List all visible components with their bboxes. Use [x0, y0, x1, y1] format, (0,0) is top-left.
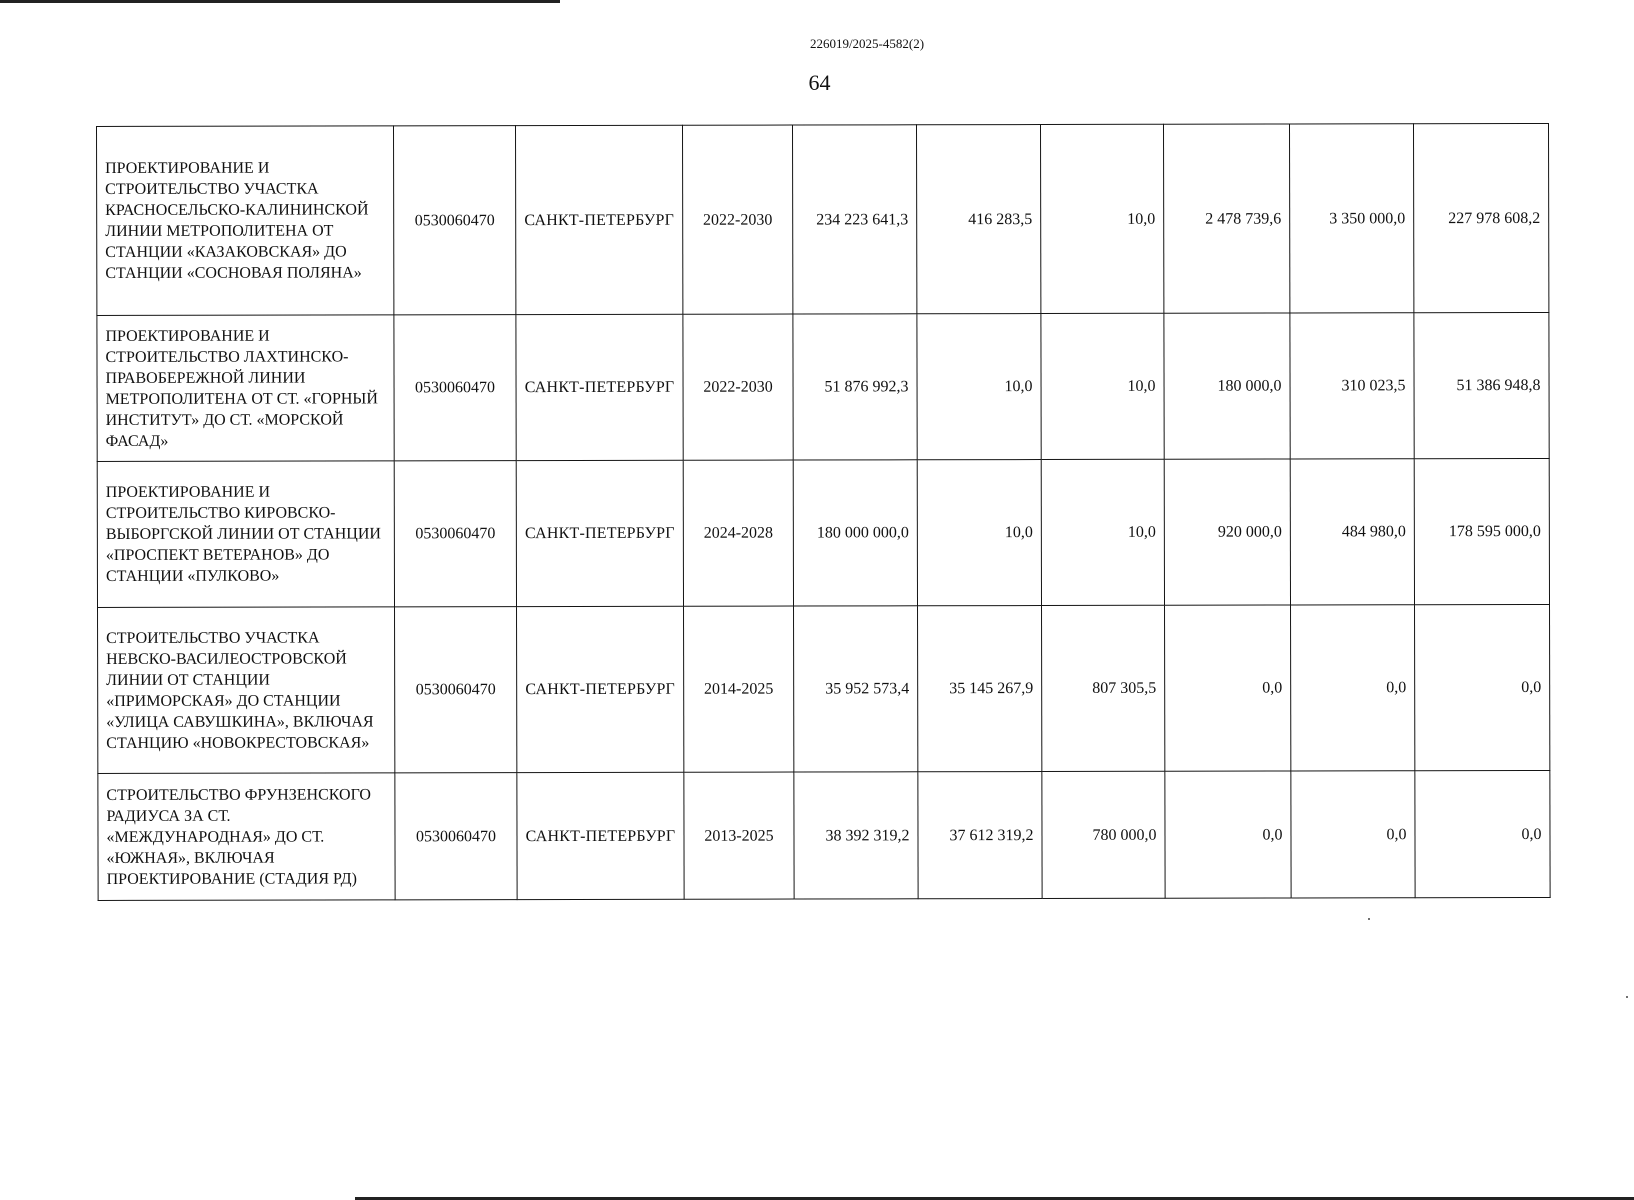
region-cell: САНКТ-ПЕТЕРБУРГ [517, 606, 684, 772]
code-cell: 0530060470 [394, 461, 516, 607]
value-cell: 0,0 [1415, 604, 1550, 770]
project-name-cell: СТРОИТЕЛЬСТВО ФРУНЗЕНСКОГО РАДИУСА ЗА СТ. «МЕЖДУНАРОДНАЯ» ДО СТ. «ЮЖНАЯ», ВКЛЮЧАЯ ПРОЕКТИРОВАНИЕ (СТАДИЯ РД) [98, 773, 395, 901]
value-cell: 484 980,0 [1290, 459, 1414, 605]
code-cell: 0530060470 [395, 773, 517, 900]
value-cell: 310 023,5 [1290, 313, 1414, 459]
value-cell: 780 000,0 [1042, 771, 1165, 898]
value-cell: 178 595 000,0 [1414, 458, 1549, 604]
table-row [98, 770, 1550, 900]
code-cell: 0530060470 [394, 315, 516, 461]
value-cell: 2 478 739,6 [1163, 124, 1289, 313]
value-cell: 35 145 267,9 [918, 606, 1042, 772]
value-cell: 180 000 000,0 [793, 460, 917, 606]
period-cell: 2022-2030 [683, 314, 793, 460]
region-cell: САНКТ-ПЕТЕРБУРГ [516, 314, 683, 460]
scan-speck [1626, 996, 1628, 998]
project-name-cell: ПРОЕКТИРОВАНИЕ И СТРОИТЕЛЬСТВО ЛАХТИНСКО-ПРАВОБЕРЕЖНОЙ ЛИНИИ МЕТРОПОЛИТЕНА ОТ СТ. «ГОРНЫЙ ИНСТИТУТ» ДО СТ. «МОРСКОЙ ФАСАД» [97, 315, 394, 462]
period-cell: 2022-2030 [682, 125, 792, 314]
value-cell: 227 978 608,2 [1413, 123, 1548, 312]
value-cell: 51 876 992,3 [793, 314, 917, 460]
value-cell: 10,0 [1040, 124, 1163, 313]
table-row [97, 312, 1549, 461]
document-number: 226019/2025-4582(2) [809, 36, 925, 51]
scan-speck [1368, 918, 1370, 920]
value-cell: 234 223 641,3 [792, 125, 916, 314]
value-cell: 51 386 948,8 [1414, 312, 1549, 458]
scan-edge-top [0, 0, 560, 3]
value-cell: 0,0 [1165, 605, 1291, 771]
region-cell: САНКТ-ПЕТЕРБУРГ [517, 772, 684, 899]
value-cell: 10,0 [917, 460, 1041, 606]
code-cell: 0530060470 [394, 126, 516, 315]
value-cell: 0,0 [1165, 771, 1291, 898]
value-cell: 10,0 [1041, 313, 1164, 459]
period-cell: 2013-2025 [684, 772, 794, 899]
page-number: 64 [808, 70, 831, 95]
table-row [98, 604, 1550, 773]
value-cell: 180 000,0 [1164, 313, 1290, 459]
region-cell: САНКТ-ПЕТЕРБУРГ [516, 125, 683, 314]
value-cell: 807 305,5 [1042, 605, 1165, 771]
project-name-cell: СТРОИТЕЛЬСТВО УЧАСТКА НЕВСКО-ВАСИЛЕОСТРОВСКОЙ ЛИНИИ ОТ СТАНЦИИ «ПРИМОРСКАЯ» ДО СТАНЦИИ «УЛИЦА САВУШКИНА», ВКЛЮЧАЯ СТАНЦИЮ «НОВОКРЕСТОВСКАЯ» [98, 607, 395, 774]
construction-budget-table [96, 123, 1551, 901]
region-cell: САНКТ-ПЕТЕРБУРГ [516, 460, 683, 606]
code-cell: 0530060470 [395, 607, 517, 773]
table-row [97, 123, 1549, 315]
value-cell: 0,0 [1415, 770, 1550, 897]
value-cell: 3 350 000,0 [1289, 124, 1413, 313]
value-cell: 0,0 [1291, 771, 1415, 898]
project-name-cell: ПРОЕКТИРОВАНИЕ И СТРОИТЕЛЬСТВО КИРОВСКО-ВЫБОРГСКОЙ ЛИНИИ ОТ СТАНЦИИ «ПРОСПЕКТ ВЕТЕРАНОВ» ДО СТАНЦИИ «ПУЛКОВО» [97, 461, 394, 608]
value-cell: 37 612 319,2 [918, 772, 1042, 899]
value-cell: 35 952 573,4 [794, 606, 918, 772]
value-cell: 0,0 [1291, 605, 1415, 771]
period-cell: 2024-2028 [683, 460, 793, 606]
project-name-cell: ПРОЕКТИРОВАНИЕ И СТРОИТЕЛЬСТВО УЧАСТКА КРАСНОСЕЛЬСКО-КАЛИНИНСКОЙ ЛИНИИ МЕТРОПОЛИТЕНА ОТ СТАНЦИИ «КАЗАКОВСКАЯ» ДО СТАНЦИИ «СОСНОВАЯ ПОЛЯНА» [97, 126, 394, 316]
value-cell: 38 392 319,2 [794, 772, 918, 899]
period-cell: 2014-2025 [684, 606, 794, 772]
value-cell: 416 283,5 [916, 125, 1040, 314]
value-cell: 920 000,0 [1164, 459, 1290, 605]
table-row [97, 458, 1549, 607]
value-cell: 10,0 [1041, 459, 1164, 605]
value-cell: 10,0 [917, 314, 1041, 460]
